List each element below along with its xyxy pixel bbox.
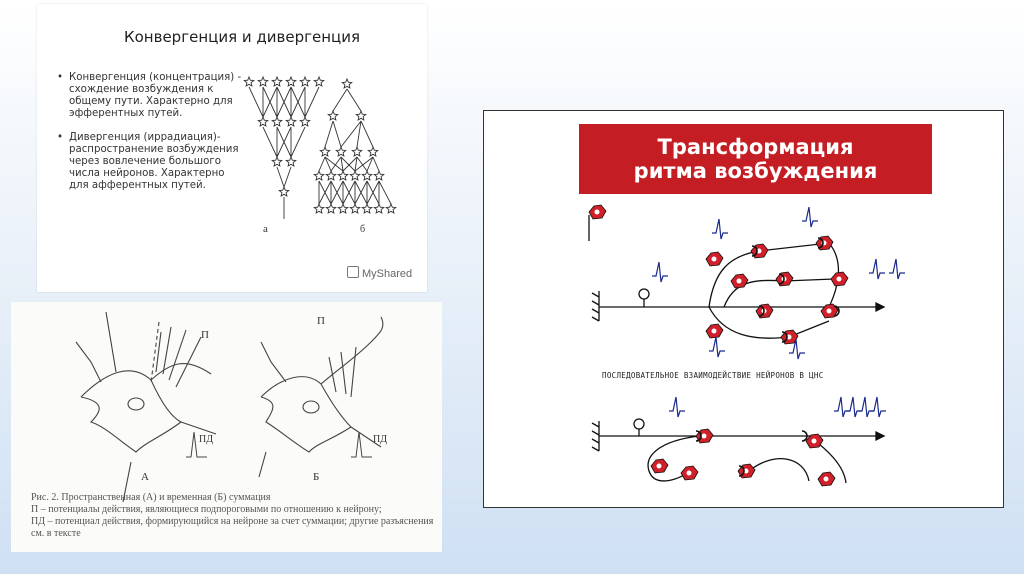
neuron <box>731 274 748 288</box>
label-b: б <box>360 224 366 235</box>
divergence-bullet: • Дивергенция (иррадиация)- распространение возбуждения через вовлечение большого числа нейронов. Характерно для афферентных путей. <box>57 132 247 192</box>
neuron-star <box>336 147 346 156</box>
neuron-star <box>342 79 352 88</box>
sequence-caption: ПОСЛЕДОВАТЕЛЬНОЕ ВЗАИМОДЕЙСТВИЕ НЕЙРОНОВ В ЦНС <box>602 371 824 380</box>
label-pd-b: ПД <box>373 434 388 445</box>
spike-icon <box>846 397 862 417</box>
caption-line-2: ПД – потенциал действия, формирующийся на нейроне за счет суммации; другие разъяснения см. в тексте <box>31 516 434 539</box>
neuron-star <box>286 77 296 86</box>
summation-figure <box>11 302 442 552</box>
ground-icon <box>592 291 599 321</box>
neuron-star <box>320 147 330 156</box>
neuron-star <box>258 77 268 86</box>
label-p-a: П <box>201 329 209 341</box>
spike-icon <box>712 219 728 239</box>
neuron-star <box>286 117 296 126</box>
divergence-network <box>314 79 396 213</box>
neuron-star <box>328 111 338 120</box>
electrode-icon-2 <box>634 419 644 429</box>
caption-line-1: П – потенциалы действия, являющиеся подпороговыми по отношению к нейрону; <box>31 504 382 515</box>
label-B: Б <box>313 471 320 483</box>
neuron-star <box>350 204 360 213</box>
neuron-star <box>326 204 336 213</box>
neuron-star <box>300 77 310 86</box>
spike-icon <box>834 397 850 417</box>
label-a: а <box>263 223 268 235</box>
neuron-star <box>362 204 372 213</box>
rhythm-transformation-slide <box>483 110 1004 508</box>
spike-icon <box>889 259 905 279</box>
spike-icon <box>858 397 874 417</box>
spike-icon <box>709 337 725 357</box>
convergence-bullet: • Конвергенция (концентрация) - схождение возбуждения к общему пути. Характерно для эфферентных путей. <box>57 72 247 120</box>
neuron <box>706 324 723 338</box>
spike-icon <box>669 397 685 417</box>
neuron-star <box>386 204 396 213</box>
neuron <box>706 252 723 266</box>
pd-spikes <box>186 432 372 457</box>
neuron-star <box>272 157 282 166</box>
neuron-star <box>314 77 324 86</box>
spike-icon <box>869 259 885 279</box>
watermark-text: MyShared <box>362 268 413 280</box>
neuron <box>589 205 606 219</box>
neuron-star <box>300 117 310 126</box>
neuron-star <box>350 171 360 180</box>
convergence-title: Конвергенция и дивергенция <box>123 28 360 46</box>
neuron-star <box>314 171 324 180</box>
neuron-star <box>314 204 324 213</box>
spike-icon <box>652 262 668 282</box>
spike-icon <box>802 207 818 227</box>
electrode-icon <box>639 289 649 299</box>
watermark <box>347 266 412 280</box>
neuron-star <box>374 171 384 180</box>
neuron-star <box>244 77 254 86</box>
neuron-star <box>326 171 336 180</box>
label-p-b: П <box>317 315 325 327</box>
neuron-star <box>362 171 372 180</box>
ground-icon-2 <box>592 421 599 451</box>
spike-icon <box>870 397 886 417</box>
neuron-star <box>272 77 282 86</box>
neuron <box>831 272 848 286</box>
label-pd-a: ПД <box>199 434 214 445</box>
neuron-star <box>352 147 362 156</box>
neuron-star <box>356 111 366 120</box>
neuron-star <box>338 171 348 180</box>
figure-caption <box>31 492 439 540</box>
neuron-star <box>374 204 384 213</box>
neuron-network-diagram <box>37 4 427 292</box>
neuron <box>681 466 698 480</box>
caption-title: Рис. 2. Пространственная (А) и временная (Б) суммация <box>31 492 271 503</box>
neuron-star <box>368 147 378 156</box>
convergence-divergence-slide <box>37 4 427 292</box>
banner-line-1: Трансформация <box>657 135 854 159</box>
neuron <box>651 459 668 473</box>
banner-line-2: ритма возбуждения <box>633 159 878 183</box>
neuron-star <box>258 117 268 126</box>
neuron <box>818 472 835 486</box>
myshared-logo-icon <box>347 266 359 278</box>
convergence-network <box>244 77 324 219</box>
label-A: А <box>141 471 149 483</box>
neuron-b-body <box>261 317 383 452</box>
neuron-a-body <box>81 364 214 452</box>
neuron-star <box>338 204 348 213</box>
neuron-star <box>272 117 282 126</box>
neuron-chain-diagram <box>484 111 1003 507</box>
neuron-b-nucleus <box>303 401 319 413</box>
neuron-a-nucleus <box>128 398 144 410</box>
neuron-star <box>279 187 289 196</box>
neuron-star <box>286 157 296 166</box>
